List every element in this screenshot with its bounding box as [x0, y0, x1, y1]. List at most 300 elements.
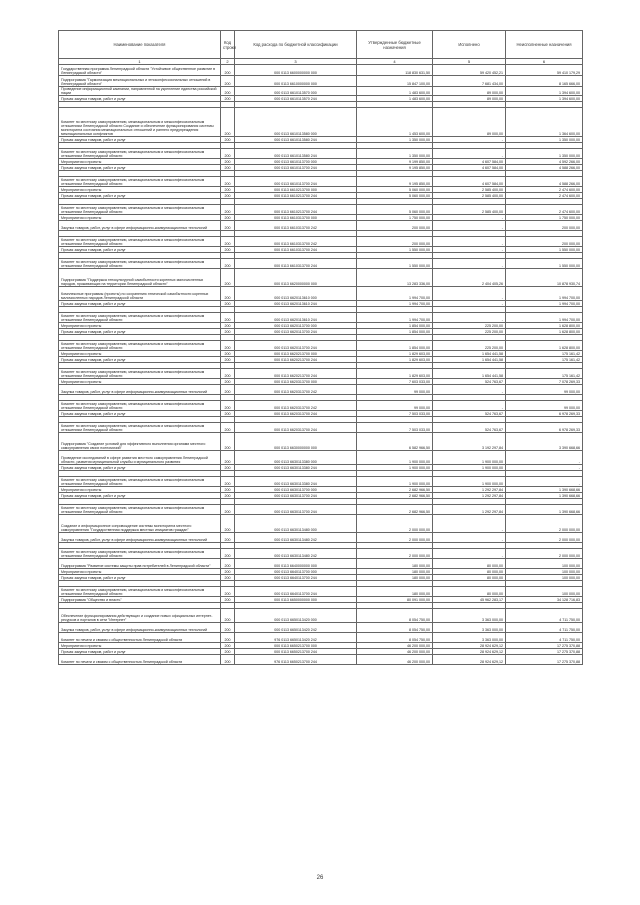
unexecuted-amount-cell: 2 000 000,00 — [506, 533, 583, 543]
indicator-name-cell: Комитет по печати и связям с общественностью Ленинградской области — [59, 655, 221, 665]
unexecuted-amount-cell: 2 474 600,00 — [506, 187, 583, 193]
unexecuted-amount-cell: - — [506, 465, 583, 471]
approved-amount-cell: 1 900 000,00 — [357, 451, 433, 465]
table-header-row — [59, 31, 583, 59]
unexecuted-amount-cell: 1 390 668,66 — [506, 505, 583, 515]
column-number: 1 — [59, 59, 221, 65]
row-code-cell: 200 — [221, 187, 235, 193]
budget-code-cell: 000 0113 6620113610 244 — [235, 301, 357, 307]
budget-code-cell: 000 0113 6620213700 244 — [235, 357, 357, 363]
table-row — [59, 108, 583, 137]
executed-amount-cell: 524 763,67 — [433, 379, 506, 385]
executed-amount-cell: 4 607 584,00 — [433, 177, 506, 187]
budget-code-cell: 000 0113 6610313700 242 — [235, 237, 357, 247]
unexecuted-amount-cell: 1 750 000,00 — [506, 215, 583, 221]
indicator-name-cell: Подпрограмма "Создание условий для эффективного выполнения органами местного самоуправления своих полномочий" — [59, 433, 221, 451]
budget-code-cell: 000 0113 6620000000 000 — [235, 269, 357, 287]
indicator-name-cell: Государственная программа Ленинградской области "Устойчивое общественное развитие в Ленинградской области" — [59, 65, 221, 76]
unexecuted-amount-cell: 100 000,00 — [506, 587, 583, 597]
approved-amount-cell: 1 994 700,00 — [357, 301, 433, 307]
approved-amount-cell: 5 060 000,00 — [357, 193, 433, 199]
indicator-name-cell: Мероприятия и проекты — [59, 487, 221, 493]
unexecuted-amount-cell: 175 161,42 — [506, 369, 583, 379]
budget-code-cell: 000 0113 6610000000 000 — [235, 76, 357, 87]
approved-amount-cell: 13 283 336,00 — [357, 269, 433, 287]
executed-amount-cell: - — [433, 287, 506, 301]
indicator-name-cell: Комитет по местному самоуправлению, межнациональным и межконфессиональным отношениям Ленинградской области — [59, 205, 221, 215]
approved-amount-cell: 2 000 000,00 — [357, 549, 433, 559]
unexecuted-amount-cell: 175 161,42 — [506, 357, 583, 363]
unexecuted-amount-cell: 1 350 000,00 — [506, 149, 583, 159]
unexecuted-amount-cell: 17 275 370,88 — [506, 643, 583, 649]
header-row-code: Код строки — [221, 31, 235, 59]
approved-amount-cell: 2 682 966,50 — [357, 493, 433, 499]
unexecuted-amount-cell: 175 161,42 — [506, 351, 583, 357]
indicator-name-cell: Комитет по местному самоуправлению, межнациональным и межконфессиональным отношениям Ленинградской области — [59, 369, 221, 379]
approved-amount-cell: 15 847 100,00 — [357, 76, 433, 87]
table-row — [59, 385, 583, 395]
executed-amount-cell: 89 000,00 — [433, 96, 506, 102]
row-code-cell: 200 — [221, 515, 235, 533]
unexecuted-amount-cell: 7 078 269,33 — [506, 379, 583, 385]
indicator-name-cell: Комитет по местному самоуправлению, межнациональным и межконфессиональным отношениям Ленинградской области Создание и обеспечение функционирования системы мониторинга состояния межнациональных отношений и раннего предупреждения межнациональных конфликтов — [59, 108, 221, 137]
executed-amount-cell: - — [433, 533, 506, 543]
budget-code-cell: 000 0113 6630113380 244 — [235, 477, 357, 487]
unexecuted-amount-cell: 8 165 666,00 — [506, 76, 583, 87]
indicator-name-cell: Прочая закупка товаров, работ и услуг — [59, 96, 221, 102]
executed-amount-cell: 524 763,67 — [433, 423, 506, 433]
budget-code-cell: 000 0113 6610313700 244 — [235, 247, 357, 253]
budget-code-cell: 000 0113 6630000000 000 — [235, 433, 357, 451]
unexecuted-amount-cell: 100 000,00 — [506, 569, 583, 575]
row-code-cell: 200 — [221, 487, 235, 493]
indicator-name-cell: Проведение исследований в сфере развития местного самоуправления Ленинградской области, развития муниципальной службы и муниципального развития — [59, 451, 221, 465]
row-code-cell: 200 — [221, 301, 235, 307]
unexecuted-amount-cell: 1 994 700,00 — [506, 313, 583, 323]
unexecuted-amount-cell: 1 550 000,00 — [506, 259, 583, 269]
row-code-cell: 200 — [221, 159, 235, 165]
budget-code-cell: 000 0113 6640113700 244 — [235, 575, 357, 581]
row-code-cell: 200 — [221, 323, 235, 329]
approved-amount-cell: 1 829 603,00 — [357, 351, 433, 357]
approved-amount-cell: 2 000 000,00 — [357, 515, 433, 533]
executed-amount-cell: - — [433, 221, 506, 231]
executed-amount-cell: - — [433, 137, 506, 143]
budget-code-cell: 000 0113 6650213700 000 — [235, 643, 357, 649]
unexecuted-amount-cell: 4 711 750,00 — [506, 609, 583, 623]
executed-amount-cell: - — [433, 247, 506, 253]
row-code-cell: 200 — [221, 215, 235, 221]
budget-code-cell: 000 0113 6610113580 244 — [235, 149, 357, 159]
row-code-cell: 200 — [221, 401, 235, 411]
approved-amount-cell: 1 550 000,00 — [357, 259, 433, 269]
executed-amount-cell: - — [433, 549, 506, 559]
executed-amount-cell: - — [433, 301, 506, 307]
row-code-cell: 200 — [221, 76, 235, 87]
executed-amount-cell: 80 000,00 — [433, 569, 506, 575]
indicator-name-cell: Подпрограмма "Общество и власть" — [59, 597, 221, 603]
budget-code-cell: 000 0113 6610113570 000 — [235, 87, 357, 96]
unexecuted-amount-cell: 1 994 700,00 — [506, 287, 583, 301]
indicator-name-cell: Прочая закупка товаров, работ и услуг — [59, 493, 221, 499]
executed-amount-cell: 80 000,00 — [433, 559, 506, 569]
executed-amount-cell: 7 681 434,00 — [433, 76, 506, 87]
row-code-cell: 200 — [221, 623, 235, 633]
indicator-name-cell: Проведение информационной кампании, направленной на укрепление единства российской нации — [59, 87, 221, 96]
executed-amount-cell: 1 292 297,84 — [433, 493, 506, 499]
unexecuted-amount-cell: 1 394 600,00 — [506, 87, 583, 96]
row-code-cell: 200 — [221, 87, 235, 96]
indicator-name-cell: Комитет по местному самоуправлению, межнациональным и межконфессиональным отношениям Ленинградской области — [59, 237, 221, 247]
table-row — [59, 237, 583, 247]
row-code-cell: 200 — [221, 247, 235, 253]
unexecuted-amount-cell: 99 000,00 — [506, 385, 583, 395]
row-code-cell: 200 — [221, 313, 235, 323]
table-row — [59, 533, 583, 543]
approved-amount-cell: 8 054 750,00 — [357, 609, 433, 623]
row-code-cell: 200 — [221, 587, 235, 597]
indicator-name-cell: Мероприятия и проекты — [59, 379, 221, 385]
row-code-cell: 200 — [221, 575, 235, 581]
approved-amount-cell: 7 503 033,00 — [357, 411, 433, 417]
approved-amount-cell: 7 603 033,00 — [357, 379, 433, 385]
table-row — [59, 423, 583, 433]
approved-amount-cell: 1 483 600,00 — [357, 96, 433, 102]
unexecuted-amount-cell: 1 390 668,66 — [506, 493, 583, 499]
executed-amount-cell: 225 200,00 — [433, 329, 506, 335]
budget-code-cell: 000 0113 6620313700 244 — [235, 423, 357, 433]
unexecuted-amount-cell: 1 628 800,00 — [506, 323, 583, 329]
budget-code-cell: 000 0113 6630113380 000 — [235, 451, 357, 465]
approved-amount-cell: 200 000,00 — [357, 237, 433, 247]
budget-code-cell: 000 0113 6610213700 244 — [235, 193, 357, 199]
budget-code-cell: 000 0113 6620113700 244 — [235, 341, 357, 351]
approved-amount-cell: 180 000,00 — [357, 559, 433, 569]
header-approved: Утвержденные бюджетные назначения — [357, 31, 433, 59]
table-row — [59, 609, 583, 623]
budget-code-cell: 000 0113 6630113700 244 — [235, 493, 357, 499]
page-number: 26 — [316, 875, 324, 881]
approved-amount-cell: 99 000,00 — [357, 401, 433, 411]
unexecuted-amount-cell: 200 000,00 — [506, 237, 583, 247]
unexecuted-amount-cell: 4 711 750,00 — [506, 633, 583, 643]
unexecuted-amount-cell: 1 628 800,00 — [506, 329, 583, 335]
indicator-name-cell: Закупка товаров, работ, услуг в сфере информационно-коммуникационных технологий — [59, 221, 221, 231]
approved-amount-cell: 1 350 000,00 — [357, 137, 433, 143]
row-code-cell: 200 — [221, 385, 235, 395]
executed-amount-cell: 2 404 405,26 — [433, 269, 506, 287]
unexecuted-amount-cell: 2 000 000,00 — [506, 549, 583, 559]
approved-amount-cell: 1 900 000,00 — [357, 477, 433, 487]
executed-amount-cell: 3 363 000,00 — [433, 609, 506, 623]
budget-code-cell: 000 0113 6630113480 000 — [235, 515, 357, 533]
unexecuted-amount-cell: 6 978 269,33 — [506, 411, 583, 417]
executed-amount-cell: 1 900 000,00 — [433, 465, 506, 471]
approved-amount-cell: 1 550 000,00 — [357, 247, 433, 253]
indicator-name-cell: Мероприятия и проекты — [59, 215, 221, 221]
executed-amount-cell: - — [433, 401, 506, 411]
row-code-cell: 200 — [221, 259, 235, 269]
unexecuted-amount-cell: 1 994 700,00 — [506, 301, 583, 307]
budget-code-cell: 000 0113 6610313700 244 — [235, 259, 357, 269]
row-code-cell: 200 — [221, 655, 235, 665]
row-code-cell: 200 — [221, 287, 235, 301]
budget-code-cell: 976 0113 6650113420 242 — [235, 633, 357, 643]
table-row — [59, 205, 583, 215]
budget-code-cell: 000 0113 6620313700 244 — [235, 411, 357, 417]
executed-amount-cell: 3 363 000,00 — [433, 633, 506, 643]
budget-code-cell: 000 0113 6630113480 242 — [235, 549, 357, 559]
column-number: 5 — [433, 59, 506, 65]
budget-code-cell: 000 0113 6610313700 242 — [235, 221, 357, 231]
budget-code-cell: 000 0113 6620313700 000 — [235, 379, 357, 385]
executed-amount-cell: 1 292 297,84 — [433, 505, 506, 515]
indicator-name-cell: Мероприятия и проекты — [59, 351, 221, 357]
table-row — [59, 549, 583, 559]
indicator-name-cell: Мероприятия и проекты — [59, 323, 221, 329]
approved-amount-cell: 46 200 000,00 — [357, 655, 433, 665]
executed-amount-cell: 2 585 400,00 — [433, 187, 506, 193]
approved-amount-cell: 1 829 603,00 — [357, 369, 433, 379]
budget-execution-table — [58, 30, 583, 665]
indicator-name-cell: Мероприятия и проекты — [59, 643, 221, 649]
budget-code-cell: 000 0113 6640113700 000 — [235, 569, 357, 575]
approved-amount-cell: 7 503 033,00 — [357, 423, 433, 433]
indicator-name-cell: Прочая закупка товаров, работ и услуг — [59, 193, 221, 199]
approved-amount-cell: 9 195 850,00 — [357, 165, 433, 171]
approved-amount-cell: 2 682 966,50 — [357, 487, 433, 493]
table-row — [59, 401, 583, 411]
approved-amount-cell: 180 000,00 — [357, 569, 433, 575]
unexecuted-amount-cell: 200 000,00 — [506, 221, 583, 231]
budget-code-cell: 000 0113 6650000000 000 — [235, 597, 357, 603]
table-row — [59, 451, 583, 465]
approved-amount-cell: 80 091 000,00 — [357, 597, 433, 603]
indicator-name-cell: Создание и информационное сопровождение системы мониторинга местного самоуправления "Государственная поддержка местных инициатив граждан" — [59, 515, 221, 533]
indicator-name-cell: Прочая закупка товаров, работ и услуг — [59, 247, 221, 253]
indicator-name-cell: Прочая закупка товаров, работ и услуг — [59, 357, 221, 363]
approved-amount-cell: 118 830 631,50 — [357, 65, 433, 76]
executed-amount-cell: 80 000,00 — [433, 575, 506, 581]
row-code-cell: 200 — [221, 177, 235, 187]
table-row — [59, 259, 583, 269]
unexecuted-amount-cell: 1 628 800,00 — [506, 341, 583, 351]
indicator-name-cell: Комитет по местному самоуправлению, межнациональным и межконфессиональным отношениям Ленинградской области — [59, 477, 221, 487]
budget-code-cell: 000 0113 6620113700 244 — [235, 329, 357, 335]
unexecuted-amount-cell: 2 474 600,00 — [506, 193, 583, 199]
indicator-name-cell: Комитет по местному самоуправлению, межнациональным и межконфессиональным отношениям Ленинградской области — [59, 423, 221, 433]
table-row — [59, 221, 583, 231]
indicator-name-cell: Обеспечение функционирования действующих и создание новых официальных интернет-ресурсов и порталов в сети "Интернет" — [59, 609, 221, 623]
indicator-name-cell: Подпрограмма "Гармонизация межнациональных и этноконфессиональных отношений в Ленинградской области" — [59, 76, 221, 87]
unexecuted-amount-cell: 1 350 000,00 — [506, 137, 583, 143]
approved-amount-cell: 1 994 700,00 — [357, 313, 433, 323]
executed-amount-cell: 2 585 400,00 — [433, 193, 506, 199]
unexecuted-amount-cell: 3 390 668,66 — [506, 433, 583, 451]
indicator-name-cell: Закупка товаров, работ, услуг в сфере информационно-коммуникационных технологий — [59, 623, 221, 633]
row-code-cell: 200 — [221, 341, 235, 351]
executed-amount-cell: 3 363 000,00 — [433, 623, 506, 633]
budget-code-cell: 000 0113 6630113700 244 — [235, 505, 357, 515]
approved-amount-cell: 1 453 600,00 — [357, 108, 433, 137]
budget-code-cell: 000 0113 6620113610 244 — [235, 313, 357, 323]
table-row — [59, 587, 583, 597]
indicator-name-cell: Подпрограмма "Развитие системы защиты прав потребителей в Ленинградской области" — [59, 559, 221, 569]
indicator-name-cell: Прочая закупка товаров, работ и услуг — [59, 649, 221, 655]
executed-amount-cell: 2 585 400,00 — [433, 205, 506, 215]
unexecuted-amount-cell: - — [506, 477, 583, 487]
approved-amount-cell: 180 000,00 — [357, 587, 433, 597]
unexecuted-amount-cell: 99 000,00 — [506, 401, 583, 411]
row-code-cell: 200 — [221, 205, 235, 215]
approved-amount-cell: 1 483 600,00 — [357, 87, 433, 96]
row-code-cell: 200 — [221, 237, 235, 247]
budget-code-cell: 000 0113 6630113480 242 — [235, 533, 357, 543]
executed-amount-cell: 1 654 441,58 — [433, 369, 506, 379]
executed-amount-cell: 1 654 441,58 — [433, 357, 506, 363]
row-code-cell: 200 — [221, 269, 235, 287]
indicator-name-cell: Прочая закупка товаров, работ и услуг — [59, 165, 221, 171]
indicator-name-cell: Комитет по местному самоуправлению, межнациональным и межконфессиональным отношениям Ленинградской области — [59, 177, 221, 187]
column-number: 2 — [221, 59, 235, 65]
row-code-cell: 200 — [221, 643, 235, 649]
executed-amount-cell: 3 192 297,84 — [433, 433, 506, 451]
indicator-name-cell: Закупка товаров, работ, услуг в сфере информационно-коммуникационных технологий — [59, 385, 221, 395]
indicator-name-cell: Комитет по местному самоуправлению, межнациональным и межконфессиональным отношениям Ленинградской области — [59, 587, 221, 597]
approved-amount-cell: 1 994 700,00 — [357, 287, 433, 301]
unexecuted-amount-cell: 100 000,00 — [506, 559, 583, 569]
row-code-cell: 200 — [221, 65, 235, 76]
budget-code-cell: 000 0113 6630113700 000 — [235, 487, 357, 493]
unexecuted-amount-cell: 17 275 370,88 — [506, 655, 583, 665]
row-code-cell: 200 — [221, 149, 235, 159]
unexecuted-amount-cell: 2 000 000,00 — [506, 515, 583, 533]
unexecuted-amount-cell: 4 588 266,00 — [506, 165, 583, 171]
executed-amount-cell: 524 763,67 — [433, 411, 506, 417]
budget-code-cell: 000 0113 6610113700 244 — [235, 165, 357, 171]
indicator-name-cell: Прочая закупка товаров, работ и услуг — [59, 301, 221, 307]
indicator-name-cell: Комитет по местному самоуправлению, межнациональным и межконфессиональным отношениям Ленинградской области — [59, 313, 221, 323]
executed-amount-cell: 225 200,00 — [433, 323, 506, 329]
row-code-cell: 200 — [221, 505, 235, 515]
approved-amount-cell: 1 829 603,00 — [357, 357, 433, 363]
approved-amount-cell: 46 200 000,00 — [357, 643, 433, 649]
indicator-name-cell: Закупка товаров, работ, услуг в сфере информационно-коммуникационных технологий — [59, 533, 221, 543]
approved-amount-cell: 1 854 000,00 — [357, 323, 433, 329]
budget-code-cell: 000 0113 6630113380 244 — [235, 465, 357, 471]
row-code-cell: 200 — [221, 108, 235, 137]
row-code-cell: 200 — [221, 96, 235, 102]
row-code-cell: 200 — [221, 493, 235, 499]
table-row — [59, 76, 583, 87]
unexecuted-amount-cell: 1 394 600,00 — [506, 96, 583, 102]
approved-amount-cell: 1 854 000,00 — [357, 341, 433, 351]
table-row — [59, 341, 583, 351]
row-code-cell: 200 — [221, 357, 235, 363]
row-code-cell: 200 — [221, 379, 235, 385]
executed-amount-cell: 1 900 000,00 — [433, 451, 506, 465]
unexecuted-amount-cell: 100 000,00 — [506, 575, 583, 581]
column-number: 3 — [235, 59, 357, 65]
approved-amount-cell: 1 900 000,00 — [357, 465, 433, 471]
row-code-cell: 200 — [221, 465, 235, 471]
executed-amount-cell: 225 200,00 — [433, 341, 506, 351]
unexecuted-amount-cell: 4 711 750,00 — [506, 623, 583, 633]
budget-code-cell: 000 0113 6600000000 000 — [235, 65, 357, 76]
indicator-name-cell: Мероприятия и проекты — [59, 569, 221, 575]
approved-amount-cell: 180 000,00 — [357, 575, 433, 581]
executed-amount-cell: 1 654 441,58 — [433, 351, 506, 357]
executed-amount-cell: - — [433, 237, 506, 247]
row-code-cell: 200 — [221, 165, 235, 171]
budget-code-cell: 000 0113 6610113570 244 — [235, 96, 357, 102]
executed-amount-cell: 28 924 629,12 — [433, 649, 506, 655]
column-number: 4 — [357, 59, 433, 65]
unexecuted-amount-cell: 1 550 000,00 — [506, 247, 583, 253]
executed-amount-cell: - — [433, 515, 506, 533]
approved-amount-cell: 6 582 966,50 — [357, 433, 433, 451]
budget-code-cell: 000 0113 6610213700 244 — [235, 205, 357, 215]
indicator-name-cell: Прочая закупка товаров, работ и услуг — [59, 137, 221, 143]
row-code-cell: 200 — [221, 193, 235, 199]
approved-amount-cell: 2 000 000,00 — [357, 533, 433, 543]
indicator-name-cell: Комитет по печати и связям с общественностью Ленинградской области — [59, 633, 221, 643]
executed-amount-cell: - — [433, 259, 506, 269]
row-code-cell: 200 — [221, 609, 235, 623]
budget-code-cell: 000 0113 6650113420 242 — [235, 623, 357, 633]
table-row — [59, 149, 583, 159]
indicator-name-cell: Прочая закупка товаров, работ и услуг — [59, 465, 221, 471]
table-body — [59, 65, 583, 665]
unexecuted-amount-cell: 10 878 930,74 — [506, 269, 583, 287]
budget-report-page — [58, 30, 582, 665]
indicator-name-cell: Мероприятия и проекты — [59, 159, 221, 165]
budget-code-cell: 976 0113 6650213700 244 — [235, 655, 357, 665]
unexecuted-amount-cell: 2 474 600,00 — [506, 205, 583, 215]
row-code-cell: 200 — [221, 221, 235, 231]
executed-amount-cell: - — [433, 149, 506, 159]
table-row — [59, 87, 583, 96]
approved-amount-cell: 1 854 000,00 — [357, 329, 433, 335]
table-row — [59, 65, 583, 76]
table-row — [59, 287, 583, 301]
row-code-cell: 200 — [221, 569, 235, 575]
approved-amount-cell: 2 682 966,50 — [357, 505, 433, 515]
indicator-name-cell: Прочая закупка товаров, работ и услуг — [59, 329, 221, 335]
executed-amount-cell: 4 607 584,00 — [433, 159, 506, 165]
executed-amount-cell: - — [433, 215, 506, 221]
row-code-cell: 200 — [221, 477, 235, 487]
approved-amount-cell: 46 200 000,00 — [357, 649, 433, 655]
table-row — [59, 623, 583, 633]
budget-code-cell: 000 0113 6610113580 244 — [235, 137, 357, 143]
indicator-name-cell: Комитет по местному самоуправлению, межнациональным и межконфессиональным отношениям Ленинградской области — [59, 505, 221, 515]
unexecuted-amount-cell: 59 410 179,29 — [506, 65, 583, 76]
indicator-name-cell: Подпрограмма "Поддержка этнокультурной самобытности коренных малочисленных народов, проживающих на территории Ленинградской области" — [59, 269, 221, 287]
unexecuted-amount-cell: 4 588 266,00 — [506, 177, 583, 187]
unexecuted-amount-cell: 4 592 266,00 — [506, 159, 583, 165]
approved-amount-cell: 99 000,00 — [357, 385, 433, 395]
approved-amount-cell: 9 199 850,00 — [357, 159, 433, 165]
table-row — [59, 515, 583, 533]
budget-code-cell: 000 0113 6620213700 000 — [235, 351, 357, 357]
executed-amount-cell: 59 420 452,21 — [433, 65, 506, 76]
unexecuted-amount-cell: - — [506, 451, 583, 465]
row-code-cell: 200 — [221, 549, 235, 559]
executed-amount-cell: 1 900 000,00 — [433, 477, 506, 487]
approved-amount-cell: 5 060 000,00 — [357, 187, 433, 193]
row-code-cell: 200 — [221, 433, 235, 451]
